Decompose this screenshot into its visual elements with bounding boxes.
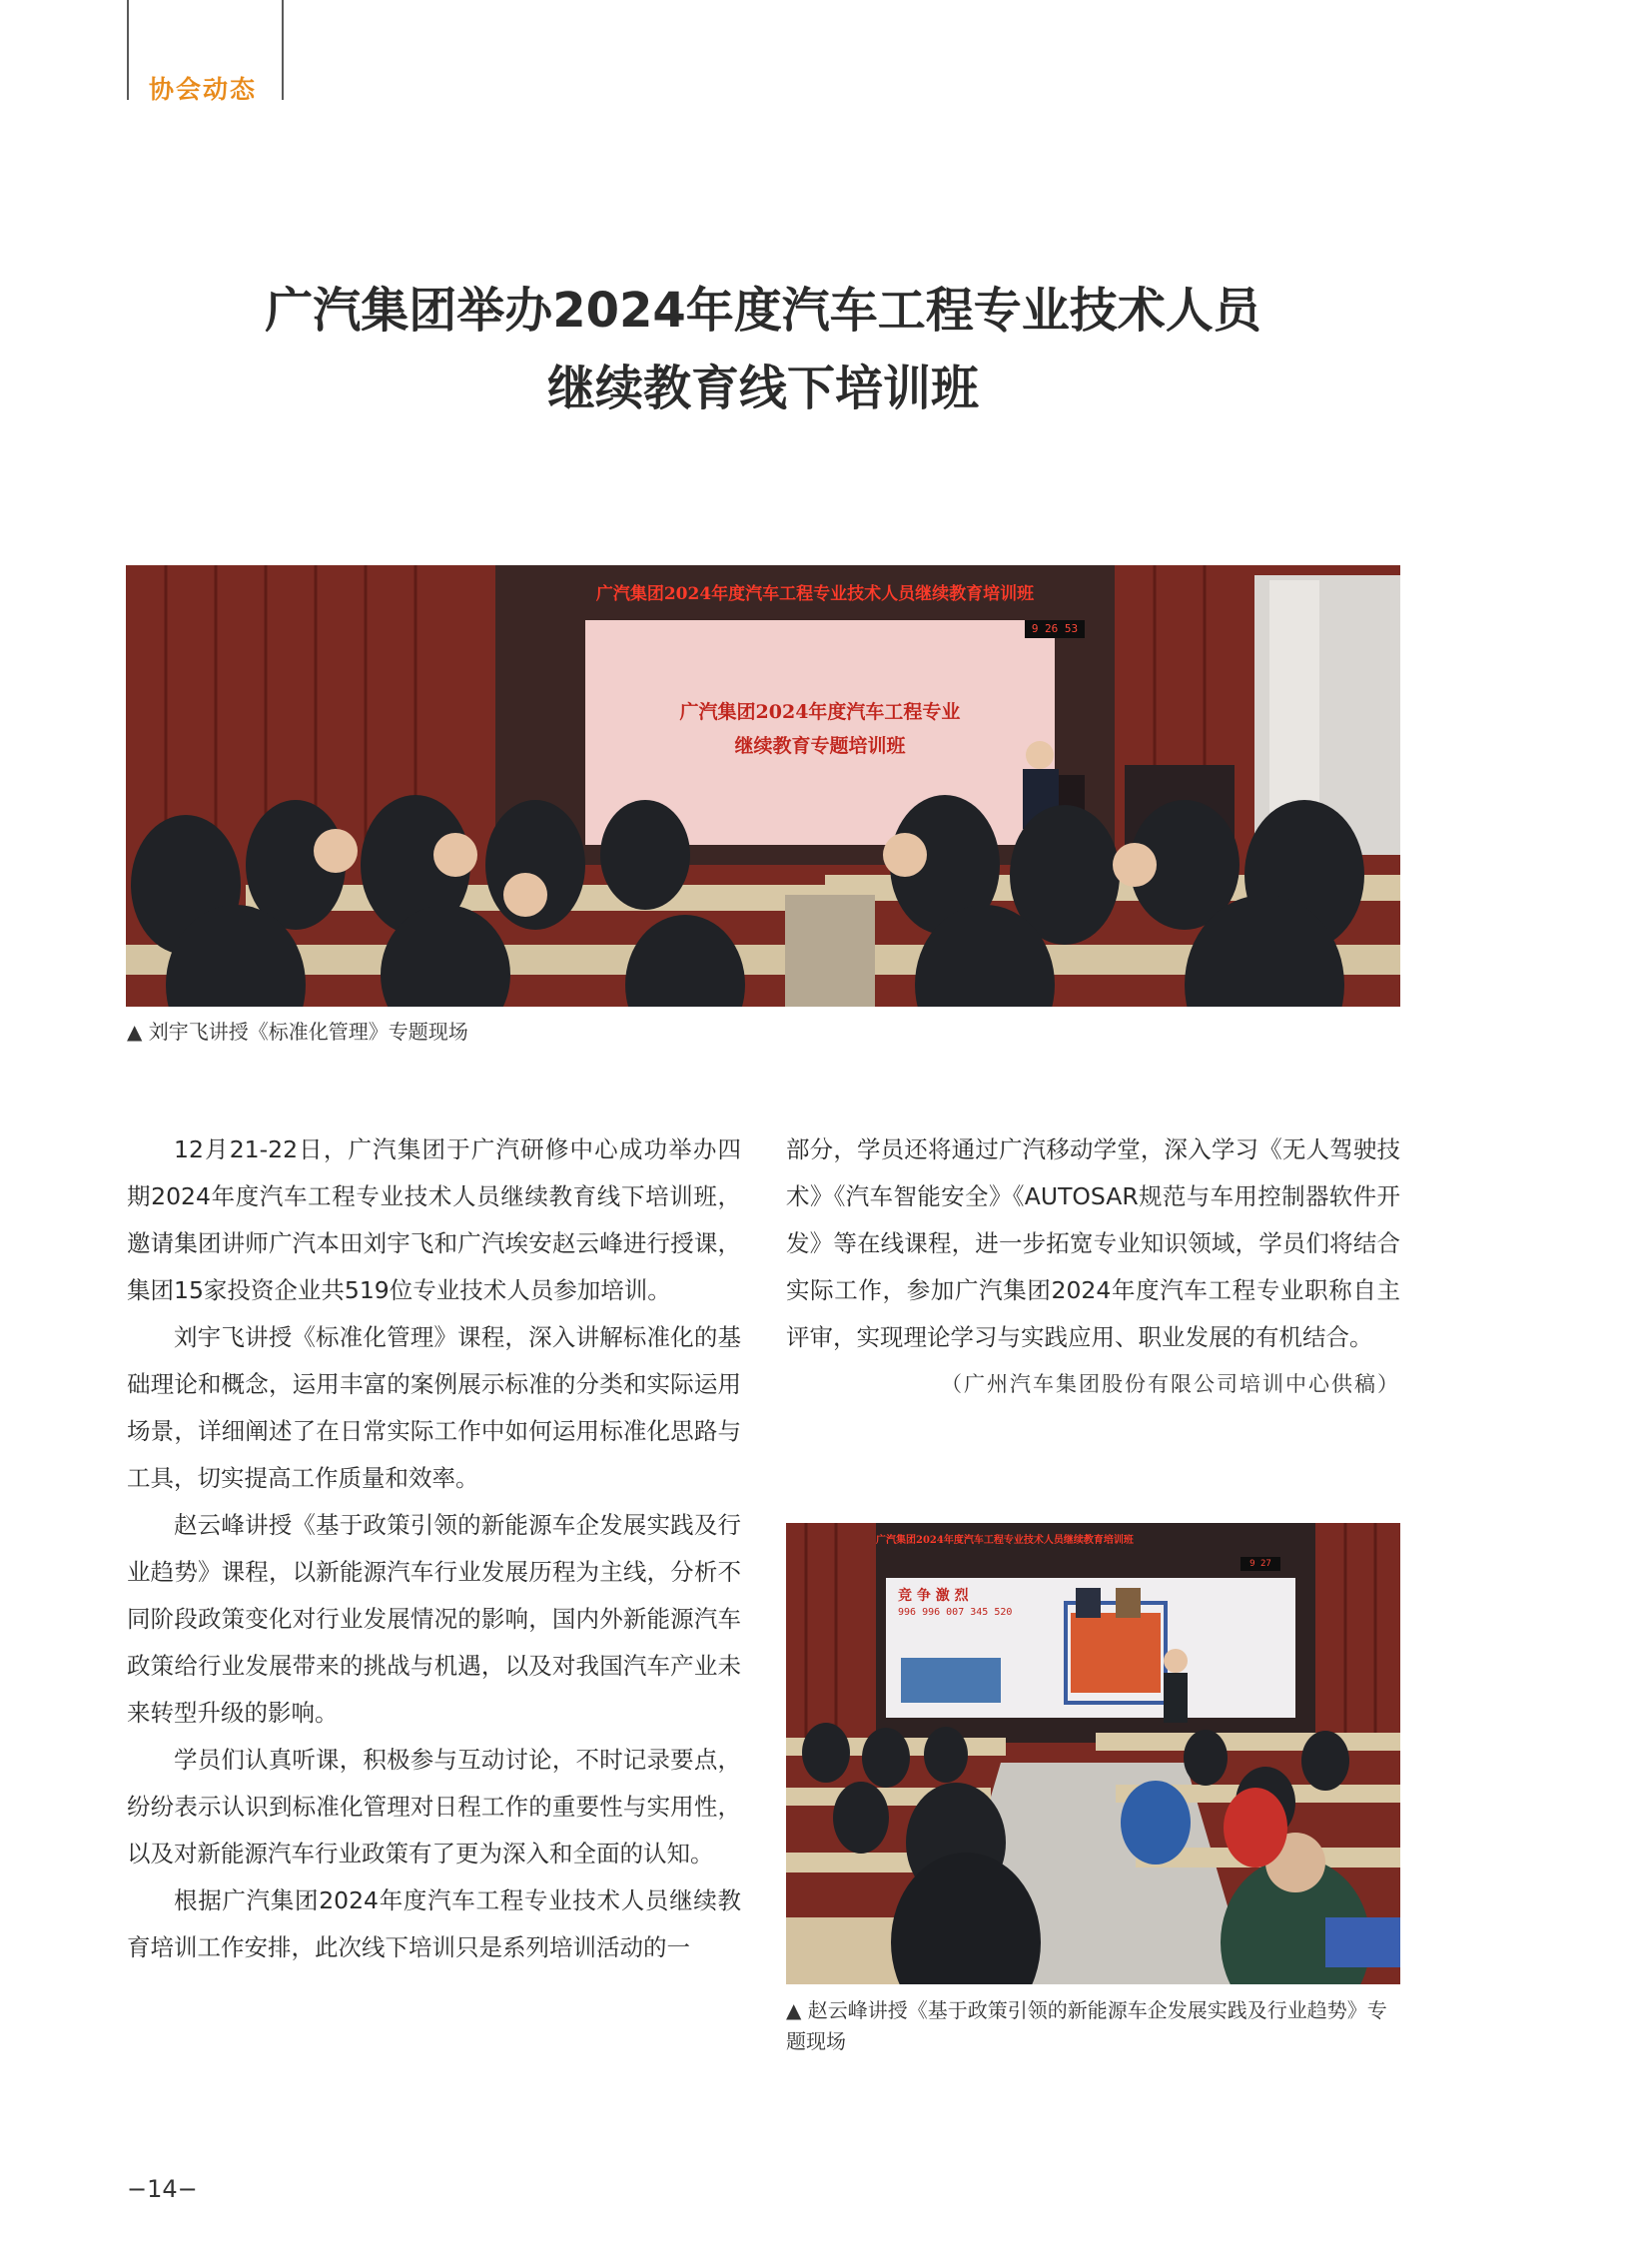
paragraph-3: 赵云峰讲授《基于政策引领的新能源车企发展实践及行业趋势》课程，以新能源汽车行业发展历程为主线，分析不同阶段政策变化对行业发展情况的影响，国内外新能源汽车政策给行业发展带来的挑战与机遇，以及对我国汽车产业未来转型升级的影响。 [127,1511,741,1727]
title-line-2: 继续教育线下培训班 [546,361,979,416]
photo2-clock: 9 27 [1240,1557,1280,1571]
photo2-slide-numbers: 996 996 007 345 520 [898,1607,1013,1618]
paragraph-1: 12月21-22日，广汽集团于广汽研修中心成功举办四期2024年度汽车工程专业技术人员继续教育线下培训班，邀请集团讲师广汽本田刘宇飞和广汽埃安赵云峰进行授课，集团15家投资企业共519位专业技术人员参加培训。 [127,1135,741,1304]
photo1-screen-line-2: 继续教育专题培训班 [734,735,906,757]
lecture-photo-2-illustration [786,1523,1400,1984]
photo2-banner: 广汽集团2024年度汽车工程专业技术人员继续教育培训班 [876,1535,1134,1546]
paragraph-4: 学员们认真听课，积极参与互动讨论，不时记录要点，纷纷表示认识到标准化管理对日程工作的重要性与实用性，以及对新能源汽车行业政策有了更为深入和全面的认知。 [127,1746,741,1868]
photo1-banner: 广汽集团2024年度汽车工程专业技术人员继续教育培训班 [595,584,1035,604]
photo1-clock: 9 26 53 [1025,620,1085,638]
photo1-screen-line-1: 广汽集团2024年度汽车工程专业 [679,701,961,723]
section-label: 协会动态 [149,75,258,104]
article-body-left [127,1126,741,1971]
paragraph-5-continued: 部分，学员还将通过广汽移动学堂，深入学习《无人驾驶技术》《汽车智能安全》《AUTOSAR规范与车用控制器软件开发》等在线课程，进一步拓宽专业知识领域，学员们将结合实际工作，参加广汽集团2024年度汽车工程专业职称自主评审，实现理论学习与实践应用、职业发展的有机结合。 [786,1135,1400,1351]
page-number: −14− [127,2175,198,2203]
lecture-photo-1 [126,565,1400,1007]
paragraph-5: 根据广汽集团2024年度汽车工程专业技术人员继续教育培训工作安排，此次线下培训只是系列培训活动的一 [127,1886,741,1961]
photo1-caption: ▲ 刘宇飞讲授《标准化管理》专题现场 [127,1020,468,1044]
title-line-1: 广汽集团举办2024年度汽车工程专业技术人员 [265,283,1261,339]
photo1-screen-text [585,695,1055,763]
photo2-caption: ▲ 赵云峰讲授《基于政策引领的新能源车企发展实践及行业趋势》专题现场 [786,1998,1387,2053]
lecture-photo-2 [786,1523,1400,1984]
article-body-right [786,1126,1400,1408]
source-credit: （广州汽车集团股份有限公司培训中心供稿） [941,1372,1400,1396]
lecture-photo-1-illustration [126,565,1400,1007]
article-title [127,272,1399,427]
paragraph-2: 刘宇飞讲授《标准化管理》课程，深入讲解标准化的基础理论和概念，运用丰富的案例展示标准的分类和实际运用场景，详细阐述了在日常实际工作中如何运用标准化思路与工具，切实提高工作质量和效率。 [127,1323,741,1492]
section-tab [127,0,284,104]
photo2-slide-title: 竞 争 激 烈 [898,1588,969,1604]
